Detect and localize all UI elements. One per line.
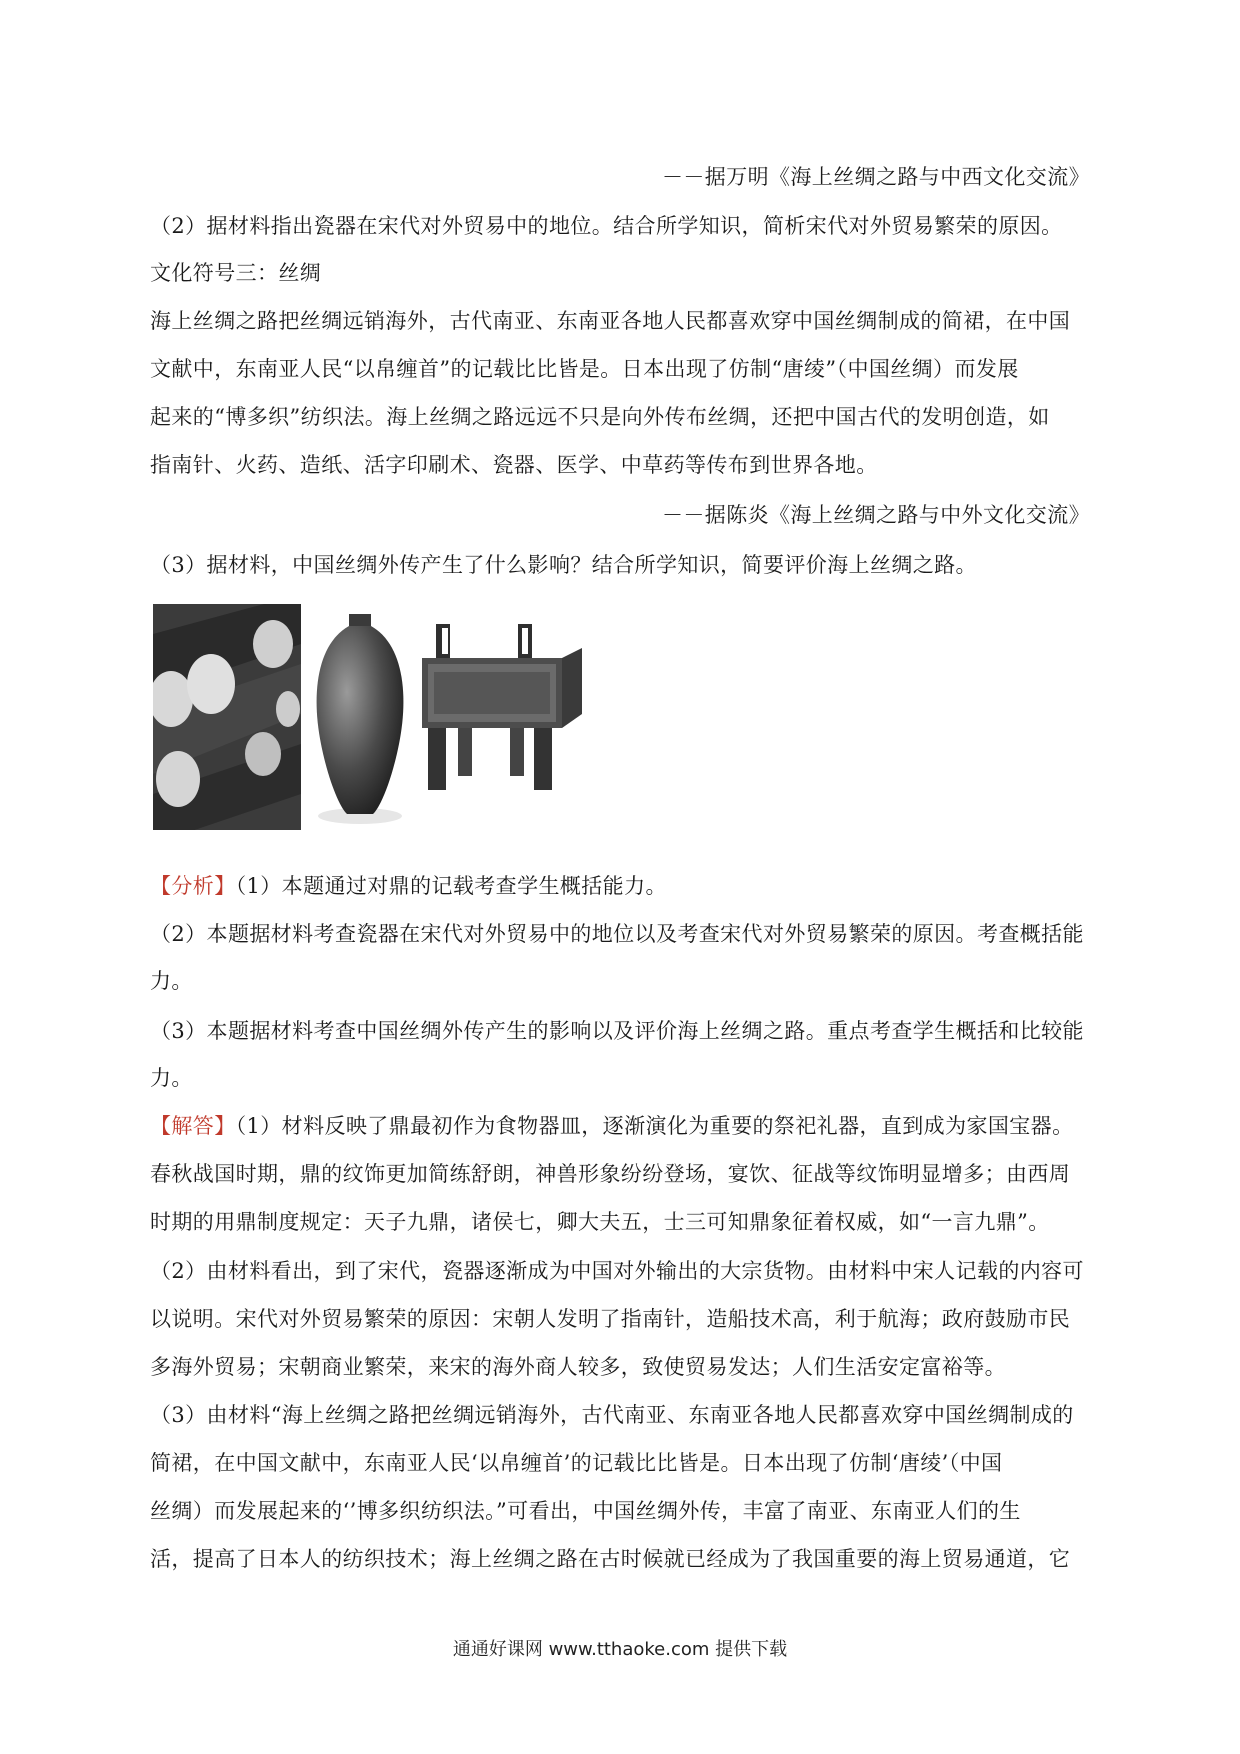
silk-fabric-image xyxy=(153,604,301,830)
answer-line: 春秋战国时期，鼎的纹饰更加简练舒朗，神兽形象纷纷登场，宴饮、征战等纹饰明显增多；由西周 xyxy=(150,1162,1071,1186)
answer-text: （1）材料反映了鼎最初作为食物器皿，逐渐演化为重要的祭祀礼器，直到成为家国宝器。 xyxy=(235,1114,1074,1138)
analysis-line: （2）本题据材料考查瓷器在宋代对外贸易中的地位以及考查宋代对外贸易繁荣的原因。考查概括能 xyxy=(150,922,1084,946)
document-page xyxy=(150,0,1100,1754)
answer-line: 活，提高了日本人的纺织技术；海上丝绸之路在古时候就已经成为了我国重要的海上贸易通道，它 xyxy=(150,1547,1071,1571)
material-3-line: 起来的“博多织”纺织法。海上丝绸之路远远不只是向外传布丝绸，还把中国古代的发明创造，如 xyxy=(150,405,1050,429)
analysis-text: （1）本题通过对鼎的记载考查学生概括能力。 xyxy=(235,874,667,898)
section-title-silk: 文化符号三：丝绸 xyxy=(150,261,322,285)
answer-line: 丝绸）而发展起来的‘’博多织纺织法。”可看出，中国丝绸外传，丰富了南亚、东南亚人们的生 xyxy=(150,1499,1021,1523)
answer-line: （3）由材料“海上丝绸之路把丝绸远销海外，古代南亚、东南亚各地人民都喜欢穿中国丝绸制成的 xyxy=(150,1403,1074,1427)
answer-line: 时期的用鼎制度规定：天子九鼎，诸侯七，卿大夫五，士三可知鼎象征着权威，如“一言九鼎”。 xyxy=(150,1210,1050,1234)
artifact-images xyxy=(150,604,590,830)
material-3-line: 指南针、火药、造纸、活字印刷术、瓷器、医学、中草药等传布到世界各地。 xyxy=(150,453,878,477)
answer-line: 以说明。宋代对外贸易繁荣的原因：宋朝人发明了指南针，造船技术高，利于航海；政府鼓励市民 xyxy=(150,1307,1071,1331)
porcelain-vase-image xyxy=(307,604,414,830)
material-3-line: 文献中，东南亚人民“以帛缠首”的记载比比皆是。日本出现了仿制“唐绫”（中国丝绸）而发展 xyxy=(150,357,1019,381)
analysis-line-1 xyxy=(150,871,1100,901)
page-footer: 通通好课网 www.tthaoke.com 提供下载 xyxy=(452,1639,788,1660)
answer-line: 多海外贸易；宋朝商业繁荣，来宋的海外商人较多，致使贸易发达；人们生活安定富裕等。 xyxy=(150,1355,1006,1379)
answer-line-1 xyxy=(150,1111,1100,1141)
analysis-line: 力。 xyxy=(150,1066,193,1090)
analysis-line: 力。 xyxy=(150,969,193,993)
analysis-tag: 【分析】 xyxy=(150,874,236,898)
bronze-ding-image xyxy=(422,624,584,794)
question-2: （2）据材料指出瓷器在宋代对外贸易中的地位。结合所学知识，简析宋代对外贸易繁荣的原因。 xyxy=(150,214,1063,238)
answer-line: （2）由材料看出，到了宋代，瓷器逐渐成为中国对外输出的大宗货物。由材料中宋人记载的内容可 xyxy=(150,1259,1084,1283)
analysis-line: （3）本题据材料考查中国丝绸外传产生的影响以及评价海上丝绸之路。重点考查学生概括和比较能 xyxy=(150,1019,1084,1043)
source-citation-1: －－据万明《海上丝绸之路与中西文化交流》 xyxy=(662,165,1090,189)
material-3-line: 海上丝绸之路把丝绸远销海外，古代南亚、东南亚各地人民都喜欢穿中国丝绸制成的简裙，在中国 xyxy=(150,309,1071,333)
answer-line: 简裙，在中国文献中，东南亚人民‘以帛缠首’的记载比比皆是。日本出现了仿制‘唐绫’（中国 xyxy=(150,1451,1003,1475)
source-citation-2: －－据陈炎《海上丝绸之路与中外文化交流》 xyxy=(662,503,1090,527)
question-3: （3）据材料，中国丝绸外传产生了什么影响？结合所学知识，简要评价海上丝绸之路。 xyxy=(150,553,977,577)
answer-tag: 【解答】 xyxy=(150,1114,236,1138)
